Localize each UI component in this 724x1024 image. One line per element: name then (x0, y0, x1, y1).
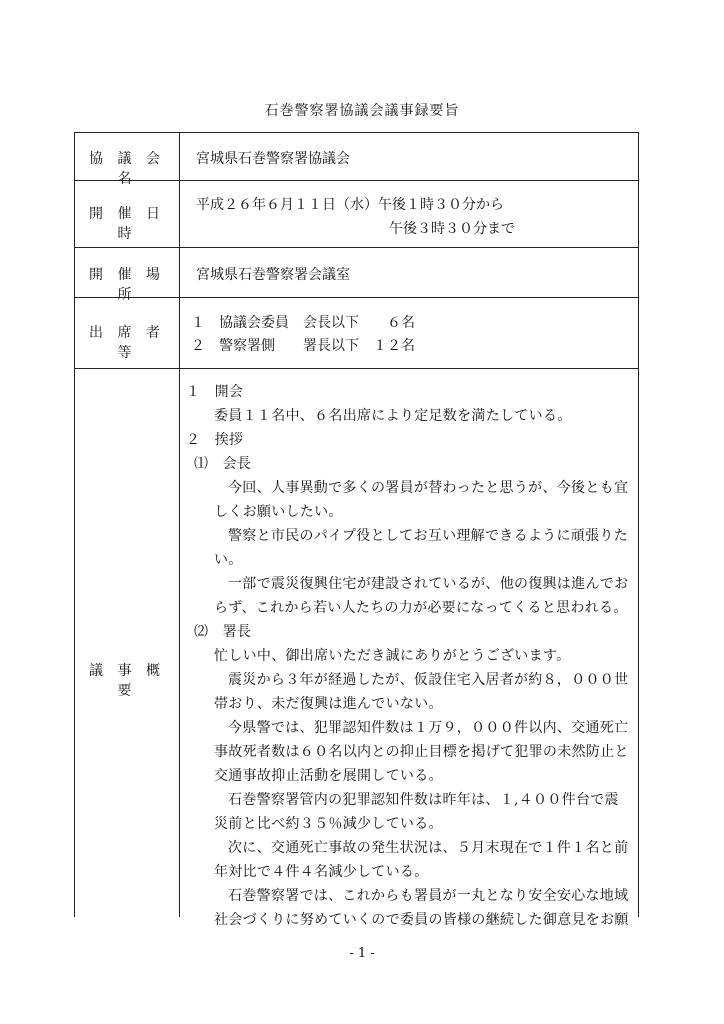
minutes-line: 交通事故抑止活動を展開している。 (214, 768, 443, 784)
minutes-line: しくお願いしたい。 (214, 504, 343, 520)
minutes-line: 震災から３年が経過したが、仮設住宅入居者が約８，０００世 (228, 672, 629, 688)
table-row-divider (74, 247, 639, 248)
minutes-line: ２ 挨拶 (186, 432, 244, 448)
meeting-datetime-end: 午後３時３０分まで (389, 221, 515, 237)
row-label-attendees: 出 席 者 等 (89, 325, 165, 361)
minutes-line: 石巻警察署管内の犯罪認知件数は昨年は、１,４００件台で震 (228, 792, 619, 808)
page-number: - 1 - (349, 946, 375, 961)
minutes-line: ⑴ 会長 (194, 456, 252, 472)
minutes-line: らず、これから若い人たちの力が必要になってくると思われる。 (214, 600, 628, 616)
attendees-committee: １ 協議会委員 会長以下 ６名 (191, 315, 415, 331)
meeting-place-value: 宮城県石巻警察署会議室 (196, 267, 350, 283)
row-label-council-name: 協 議 会 名 (89, 151, 165, 187)
row-label-meeting-datetime: 開 催 日 時 (89, 206, 165, 242)
minutes-line: １ 開会 (186, 384, 244, 400)
minutes-line: 今回、人事異動で多くの署員が替わったと思うが、今後とも宜 (228, 480, 629, 496)
council-name-value: 宮城県石巻警察署協議会 (196, 151, 350, 167)
minutes-line: い。 (214, 552, 243, 568)
minutes-line: 今県警では、犯罪認知件数は１万９，０００件以内、交通死亡 (228, 720, 629, 736)
row-label-proceedings-summary: 議 事 概 要 (89, 663, 165, 699)
table-row-divider (74, 368, 639, 369)
minutes-line: 災前と比べ約３５％減少している。 (214, 816, 443, 832)
minutes-line: 事故死者数は６０名以内との抑止目標を掲げて犯罪の未然防止と (214, 744, 629, 760)
minutes-line: 石巻警察署では、これからも署員が一丸となり安全安心な地域 (228, 888, 629, 904)
minutes-line: 帯おり、未だ復興は進んでいない。 (214, 696, 443, 712)
minutes-line: 一部で震災復興住宅が建設されているが、他の復興は進んでお (228, 576, 629, 592)
row-label-meeting-place: 開 催 場 所 (89, 267, 165, 303)
minutes-line: 委員１１名中、６名出席により定足数を満たしている。 (214, 408, 572, 424)
minutes-line: 年対比で４件４名減少している。 (214, 864, 429, 880)
document-title: 石巻警察署協議会議事録要旨 (264, 103, 460, 119)
minutes-line: ⑵ 署長 (194, 624, 252, 640)
attendees-police: ２ 警察署側 署長以下 １２名 (191, 338, 415, 354)
table-column-divider (179, 132, 180, 917)
minutes-line: 次に、交通死亡事故の発生状況は、５月末現在で１件１名と前 (228, 840, 629, 856)
meeting-datetime-start: 平成２６年６月１１日（水）午後１時３０分から (196, 197, 504, 213)
minutes-line: 警察と市民のパイプ役としてお互い理解できるように頑張りた (228, 528, 628, 544)
minutes-line: 忙しい中、御出席いただき誠にありがとうございます。 (214, 648, 571, 664)
minutes-line: 社会づくりに努めていくので委員の皆様の継続した御意見をお願 (214, 912, 629, 928)
